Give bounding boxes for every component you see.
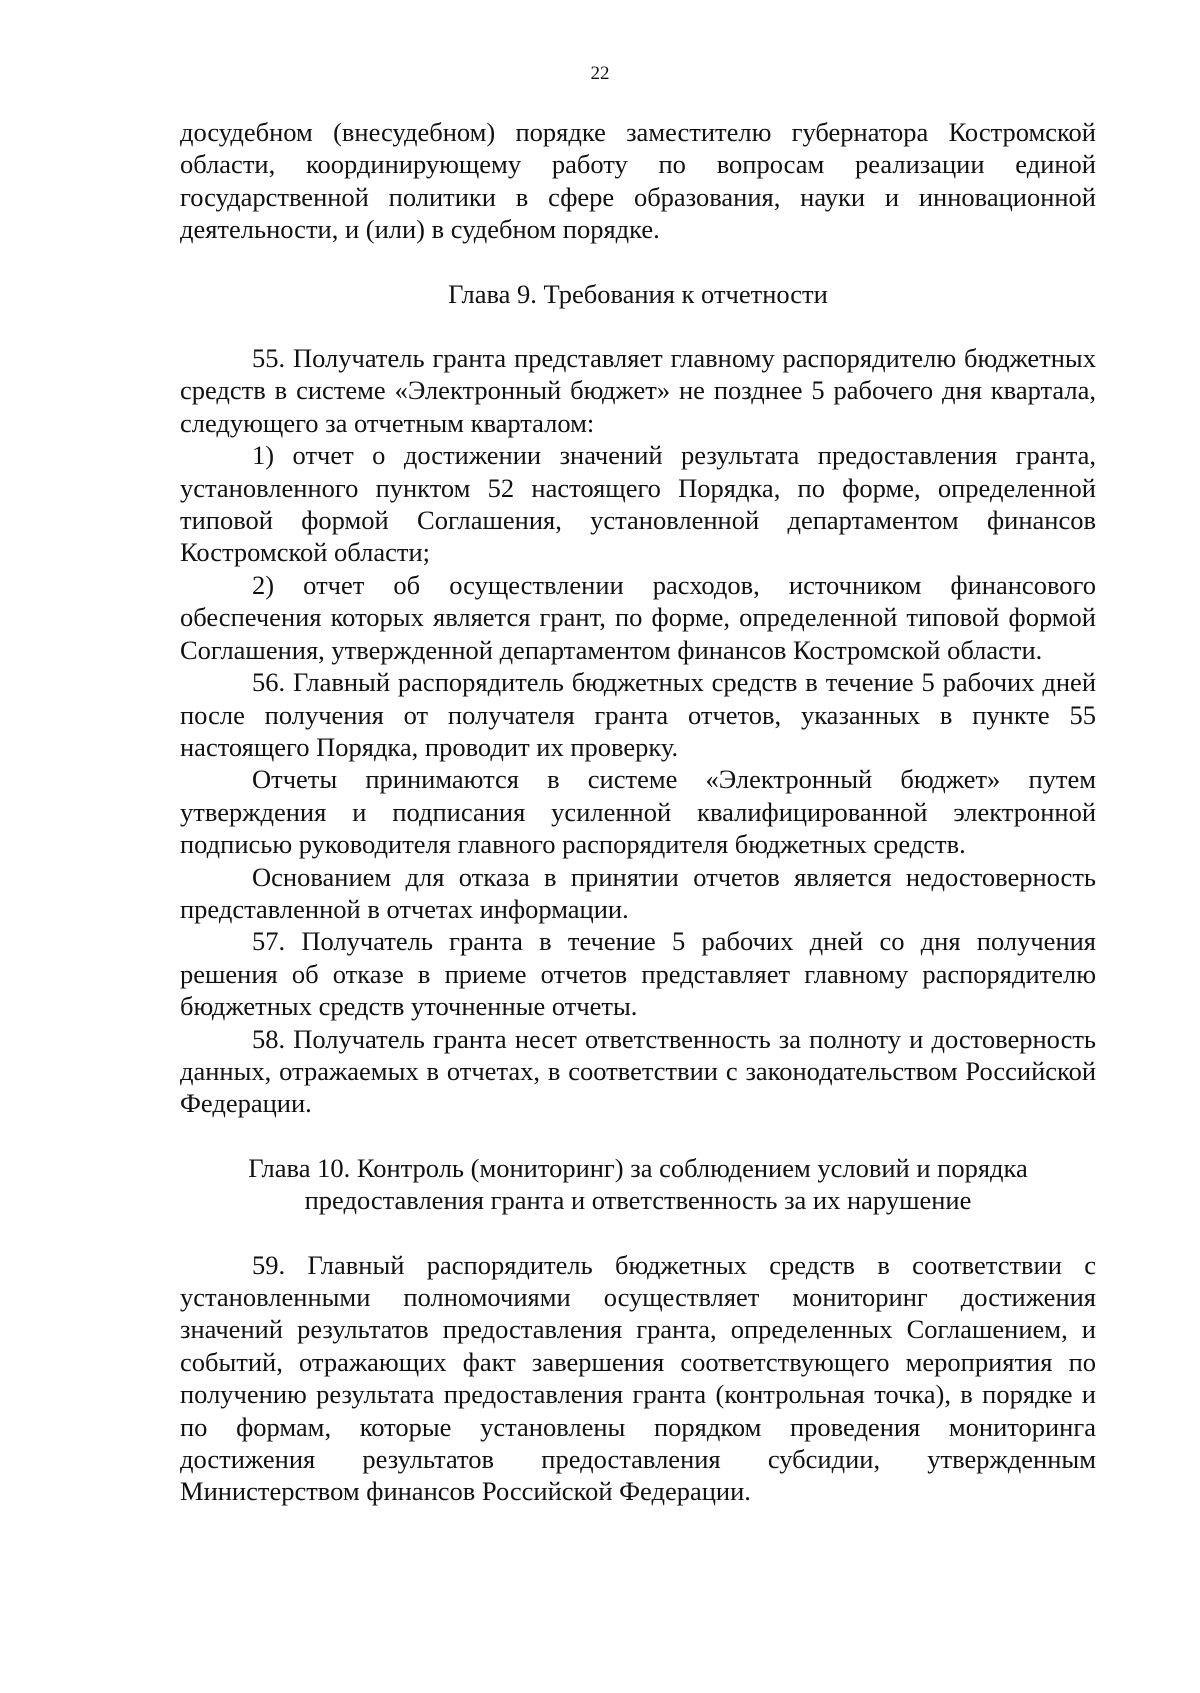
paragraph-continuation: досудебном (внесудебном) порядке заместителю губернатора Костромской области, координирующему работу по вопросам реализации единой государственной политики в сфере образования, науки и инновационной деятельности, и (или) в судебном порядке.	[180, 117, 1096, 245]
paragraph-55: 55. Получатель гранта представляет главному распорядителю бюджетных средств в системе «Электронный бюджет» не позднее 5 рабочего дня квартала, следующего за отчетным кварталом:	[180, 343, 1096, 438]
paragraph-55-item-2: 2) отчет об осуществлении расходов, источником финансового обеспечения которых является грант, по форме, определенной типовой формой Соглашения, утвержденной департаментом финансов Костромской области.	[180, 569, 1096, 665]
paragraph-56-acceptance: Отчеты принимаются в системе «Электронный бюджет» путем утверждения и подписания усиленной квалифицированной электронной подписью руководителя главного распорядителя бюджетных средств.	[180, 764, 1096, 860]
chapter-10-heading-line-2: предоставления гранта и ответственность за их нарушение	[304, 1185, 972, 1216]
page-number: 22	[590, 63, 610, 84]
chapter-10-heading-line-1: Глава 10. Контроль (мониторинг) за соблюдением условий и порядка	[248, 1152, 1028, 1183]
paragraph-59: 59. Главный распорядитель бюджетных средств в соответствии с установленными полномочиями осуществляет мониторинг достижения значений результатов предоставления гранта, определенных Соглашением, и событий, отражающих факт завершения соответствующего мероприятия по получению результата предоставления гранта (контрольная точка), в порядке и по формам, которые установлены порядком проведения мониторинга достижения результатов предоставления субсидии, утвержденным Министерством финансов Российской Федерации.	[180, 1249, 1096, 1507]
paragraph-55-item-1: 1) отчет о достижении значений результата предоставления гранта, установленного пунктом 52 настоящего Порядка, по форме, определенной типовой формой Соглашения, установленной департаментом финансов Костромской области;	[180, 440, 1096, 568]
chapter-9-heading: Глава 9. Требования к отчетности	[448, 278, 828, 309]
paragraph-57: 57. Получатель гранта в течение 5 рабочих дней со дня получения решения об отказе в приеме отчетов представляет главному распорядителю бюджетных средств уточненные отчеты.	[180, 926, 1096, 1022]
paragraph-58: 58. Получатель гранта несет ответственность за полноту и достоверность данных, отражаемых в отчетах, в соответствии с законодательством Российской Федерации.	[180, 1023, 1096, 1119]
paragraph-56-refusal-grounds: Основанием для отказа в принятии отчетов является недостоверность представленной в отчетах информации.	[180, 861, 1096, 924]
chapter-10-heading	[180, 1152, 1096, 1217]
document-body	[180, 116, 1096, 1508]
paragraph-56: 56. Главный распорядитель бюджетных средств в течение 5 рабочих дней после получения от получателя гранта отчетов, указанных в пункте 55 настоящего Порядка, проводит их проверку.	[180, 667, 1096, 762]
